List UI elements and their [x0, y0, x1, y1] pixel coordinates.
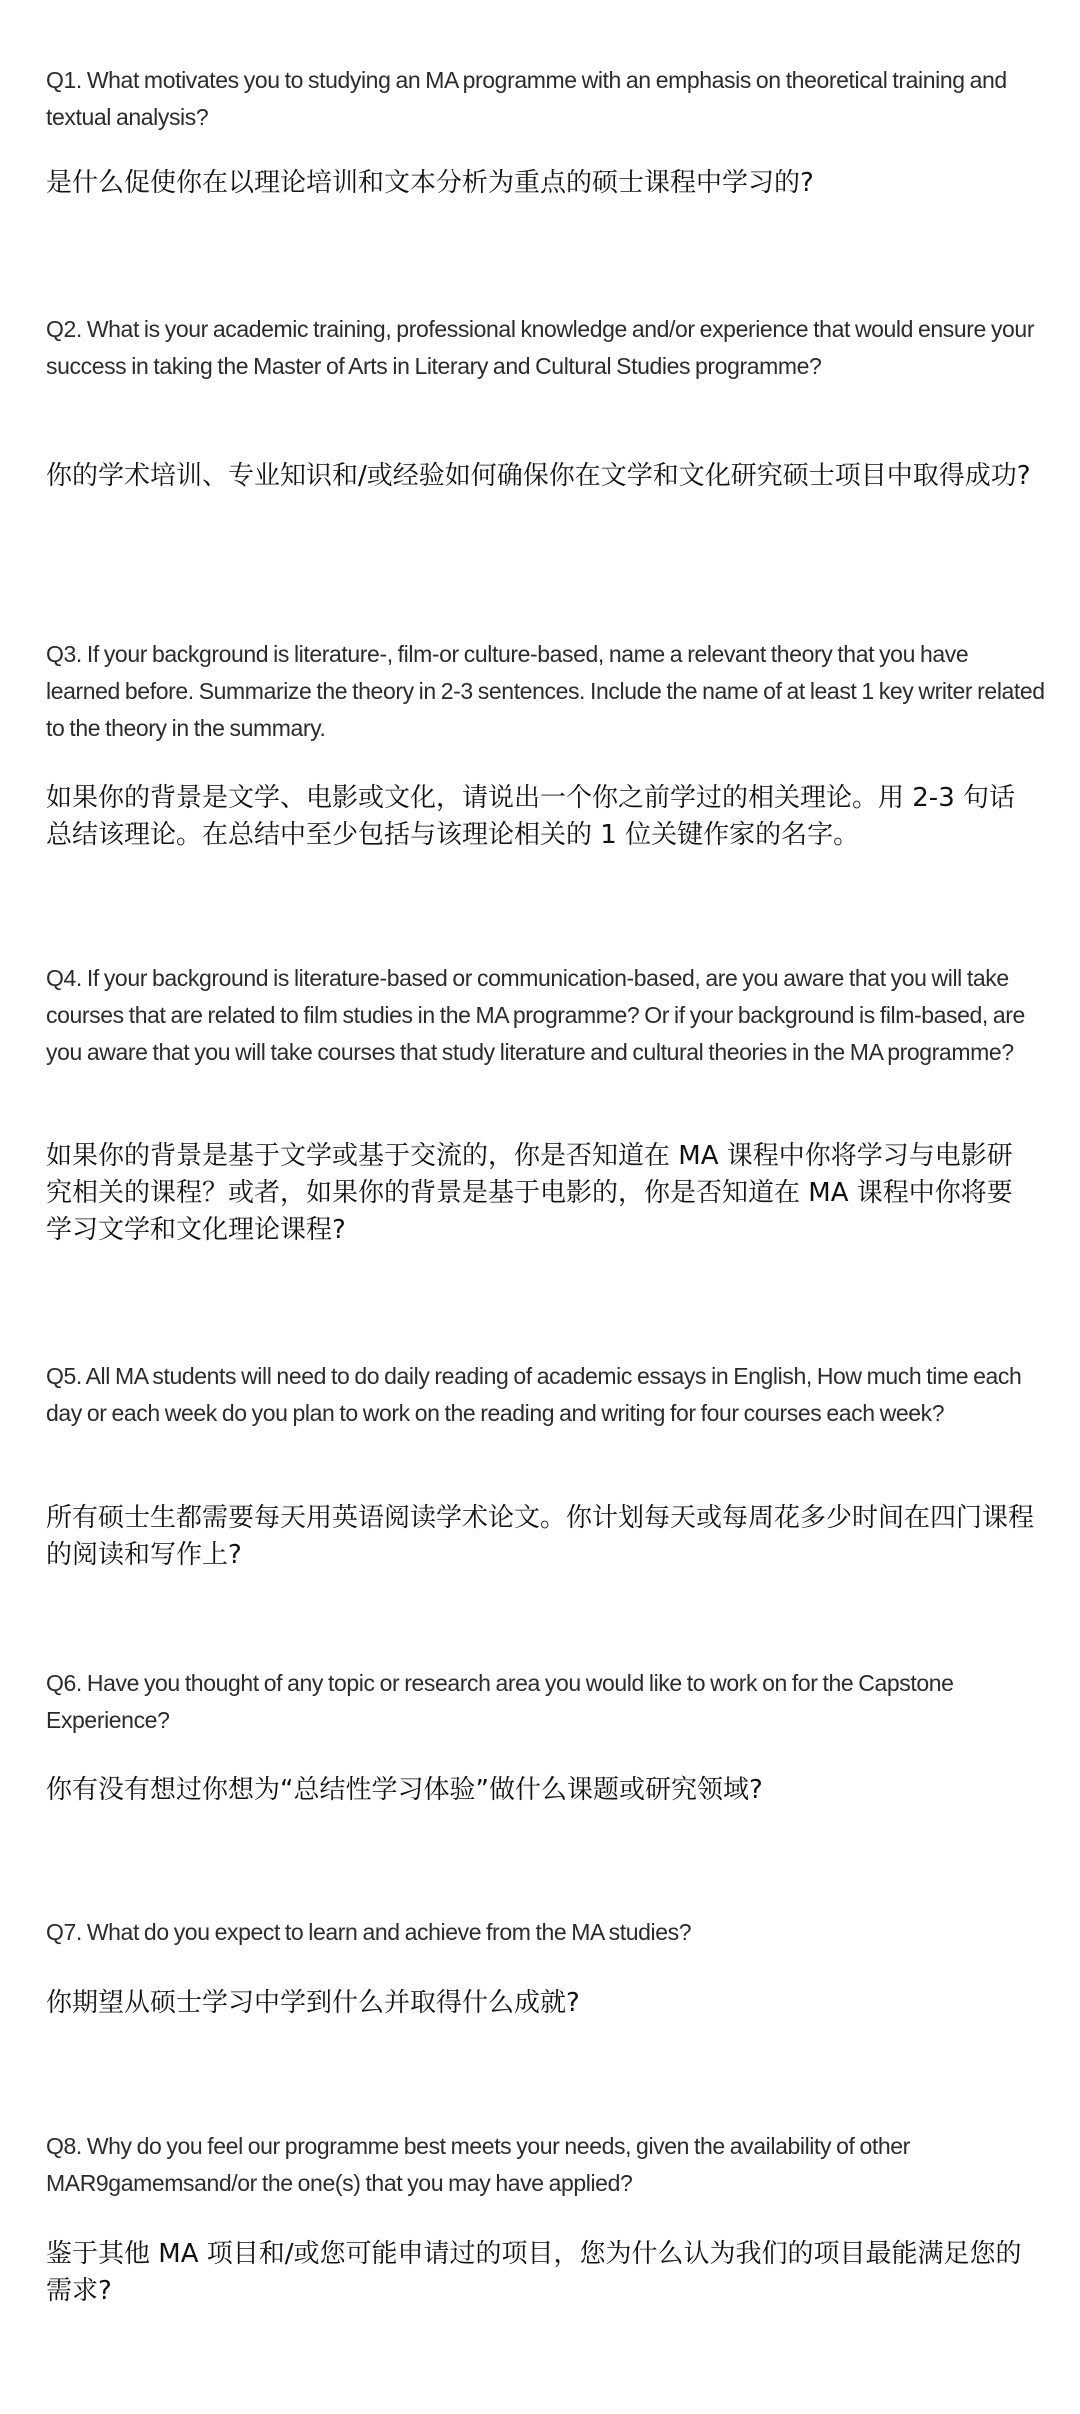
question-6-english: Q6. Have you thought of any topic or research area you would like to work on for the Capstone Experience?: [46, 1670, 954, 1733]
question-3-english: Q3. If your background is literature-, film-or culture-based, name a relevant theory that you have learned before. Summarize the theory in 2-3 sentences. Include the name of at least 1 key writer related to the theory in the summary.: [46, 641, 1045, 741]
question-7-chinese: 你期望从硕士学习中学到什么并取得什么成就?: [46, 1988, 580, 2018]
question-7-english: Q7. What do you expect to learn and achieve from the MA studies?: [46, 1919, 692, 1945]
question-2-english: Q2. What is your academic training, professional knowledge and/or experience that would ensure your success in taking the Master of Arts in Literary and Cultural Studies programme?: [46, 316, 1035, 379]
question-8-chinese: 鉴于其他 MA 项目和/或您可能申请过的项目，您为什么认为我们的项目最能满足您的需求?: [46, 2239, 1022, 2306]
question-8-english: Q8. Why do you feel our programme best meets your needs, given the availability of other MAR9gamemsand/or the one(s) that you may have applied?: [46, 2133, 910, 2196]
question-1-english: Q1. What motivates you to studying an MA programme with an emphasis on theoretical training and textual analysis?: [46, 67, 1007, 130]
question-4-english: Q4. If your background is literature-based or communication-based, are you aware that you will take courses that are related to film studies in the MA programme? Or if your background is film-based, are you aware that you will take courses that study literature and cultural theories in the MA programme?: [46, 965, 1025, 1065]
question-1-chinese: 是什么促使你在以理论培训和文本分析为重点的硕士课程中学习的?: [46, 168, 814, 198]
question-5-english: Q5. All MA students will need to do daily reading of academic essays in English, How much time each day or each week do you plan to work on the reading and writing for four courses each week?: [46, 1363, 1022, 1426]
question-4-chinese: 如果你的背景是基于文学或基于交流的，你是否知道在 MA 课程中你将学习与电影研究相关的课程？或者，如果你的背景是基于电影的，你是否知道在 MA 课程中你将要学习文学和文化理论课程?: [46, 1141, 1013, 1245]
question-6-chinese: 你有没有想过你想为“总结性学习体验”做什么课题或研究领域?: [46, 1775, 763, 1805]
question-3-chinese: 如果你的背景是文学、电影或文化，请说出一个你之前学过的相关理论。用 2-3 句话总结该理论。在总结中至少包括与该理论相关的 1 位关键作家的名字。: [46, 783, 1015, 850]
question-2-chinese: 你的学术培训、专业知识和/或经验如何确保你在文学和文化研究硕士项目中取得成功?: [46, 461, 1031, 491]
question-5-chinese: 所有硕士生都需要每天用英语阅读学术论文。你计划每天或每周花多少时间在四门课程的阅读和写作上?: [46, 1503, 1035, 1570]
